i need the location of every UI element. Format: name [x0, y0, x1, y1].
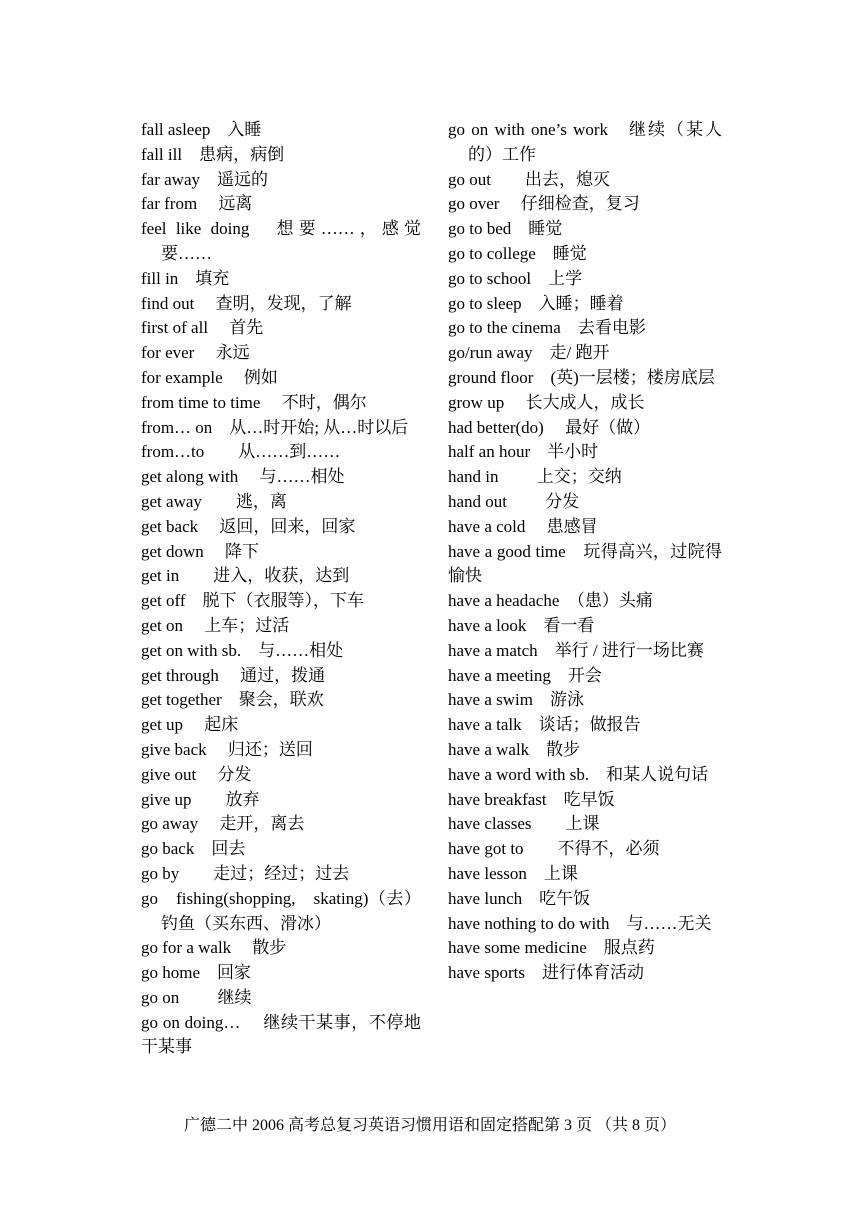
phrase-entry: first of all 首先	[141, 318, 264, 338]
phrase-entry: have a look 看一看	[448, 615, 595, 635]
phrase-entry: get down 降下	[141, 541, 260, 561]
phrase-entry: go on 继续	[141, 987, 252, 1007]
phrase-entry: go to school 上学	[448, 268, 583, 288]
phrase-entry: go to sleep 入睡；睡着	[448, 293, 624, 313]
phrase-entry: feel like doing 想要……，感觉要……	[141, 219, 421, 263]
phrase-entry: fall ill 患病，病倒	[141, 144, 285, 164]
phrase-entry: have a good time 玩得高兴，过院得愉快	[448, 541, 722, 586]
phrase-entry: grow up 长大成人，成长	[448, 392, 645, 412]
page-footer: 广德二中 2006 高考总复习英语习惯用语和固定搭配第 3 页 （共 8 页）	[183, 1117, 676, 1134]
phrase-entry: have nothing to do with 与……无关	[448, 913, 712, 933]
phrase-entry: get on 上车；过活	[141, 615, 290, 635]
phrase-entry: get on with sb. 与……相处	[141, 640, 344, 660]
phrase-entry: have lunch 吃午饭	[448, 888, 591, 908]
phrase-entry: have breakfast 吃早饭	[448, 789, 615, 809]
phrase-entry: go away 走开，离去	[141, 814, 305, 834]
phrase-entry: go to bed 睡觉	[448, 219, 563, 239]
phrase-entry: for example 例如	[141, 367, 278, 387]
phrase-entry: have lesson 上课	[448, 863, 578, 883]
phrase-entry: hand out 分发	[448, 491, 580, 511]
right-column	[448, 118, 722, 986]
phrase-entry: go by 走过；经过；过去	[141, 863, 350, 883]
phrase-entry: ground floor (英)一层楼；楼房底层	[448, 367, 715, 387]
phrase-entry: go back 回去	[141, 839, 246, 859]
phrase-entry: have got to 不得不，必须	[448, 839, 660, 859]
phrase-entry: from… on 从…时开始; 从…时以后	[141, 417, 409, 437]
phrase-entry: get up 起床	[141, 715, 239, 735]
phrase-entry: far from 远离	[141, 194, 253, 214]
phrase-entry: get along with 与……相处	[141, 467, 345, 487]
phrase-entry: give out 分发	[141, 764, 252, 784]
phrase-entry: have a match 举行 / 进行一场比赛	[448, 640, 704, 660]
phrase-entry: get back 返回，回来，回家	[141, 516, 356, 536]
phrase-entry: half an hour 半小时	[448, 442, 599, 462]
phrase-entry: far away 遥远的	[141, 169, 268, 189]
phrase-entry: hand in 上交；交纳	[448, 467, 622, 487]
phrase-entry: for ever 永远	[141, 343, 250, 363]
phrase-entry: fall asleep 入睡	[141, 120, 262, 139]
phrase-entry: go to college 睡觉	[448, 243, 587, 263]
phrase-entry: go fishing(shopping, skating)（去）钓鱼（买东西、滑冰）	[141, 888, 421, 933]
phrase-entry: give back 归还；送回	[141, 739, 313, 759]
phrase-entry: have a swim 游泳	[448, 690, 584, 710]
phrase-entry: get off 脱下（衣服等），下车	[141, 591, 365, 611]
phrase-entry: have a cold 患感冒	[448, 516, 598, 536]
phrase-entry: get away 逃，离	[141, 491, 287, 511]
phrase-entry: have some medicine 服点药	[448, 938, 655, 958]
phrase-entry: from…to 从……到……	[141, 442, 341, 462]
phrase-entry: fill in 填充	[141, 268, 230, 288]
phrase-entry: go/run away 走/ 跑开	[448, 343, 610, 363]
phrase-entry: have a meeting 开会	[448, 665, 602, 685]
phrase-entry: find out 查明，发现，了解	[141, 293, 352, 313]
phrase-entry: from time to time 不时，偶尔	[141, 392, 367, 412]
phrase-entry: have a headache （患）头痛	[448, 591, 653, 611]
phrase-entry: get together 聚会，联欢	[141, 690, 324, 710]
phrase-entry: have a word with sb. 和某人说句话	[448, 764, 709, 784]
phrase-entry: have sports 进行体育活动	[448, 963, 644, 983]
phrase-entry: get in 进入，收获，达到	[141, 566, 350, 586]
phrase-entry: go for a walk 散步	[141, 938, 287, 958]
phrase-entry: go home 回家	[141, 963, 252, 983]
phrase-entry: get through 通过，拨通	[141, 665, 326, 685]
phrase-entry: go to the cinema 去看电影	[448, 318, 646, 338]
phrase-entry: have a walk 散步	[448, 739, 581, 759]
phrase-entry: have classes 上课	[448, 814, 600, 834]
phrase-entry: give up 放弃	[141, 789, 260, 809]
left-column	[141, 118, 421, 1060]
phrase-entry: had better(do) 最好（做）	[448, 417, 651, 437]
phrase-entry: go on doing… 继续干某事，不停地干某事	[141, 1012, 421, 1057]
phrase-entry: go out 出去，熄灭	[448, 169, 610, 189]
phrase-entry: have a talk 谈话；做报告	[448, 715, 641, 735]
phrase-entry: go over 仔细检查，复习	[448, 194, 640, 214]
phrase-entry: go on with one’s work 继续（某人的）工作	[448, 120, 722, 164]
